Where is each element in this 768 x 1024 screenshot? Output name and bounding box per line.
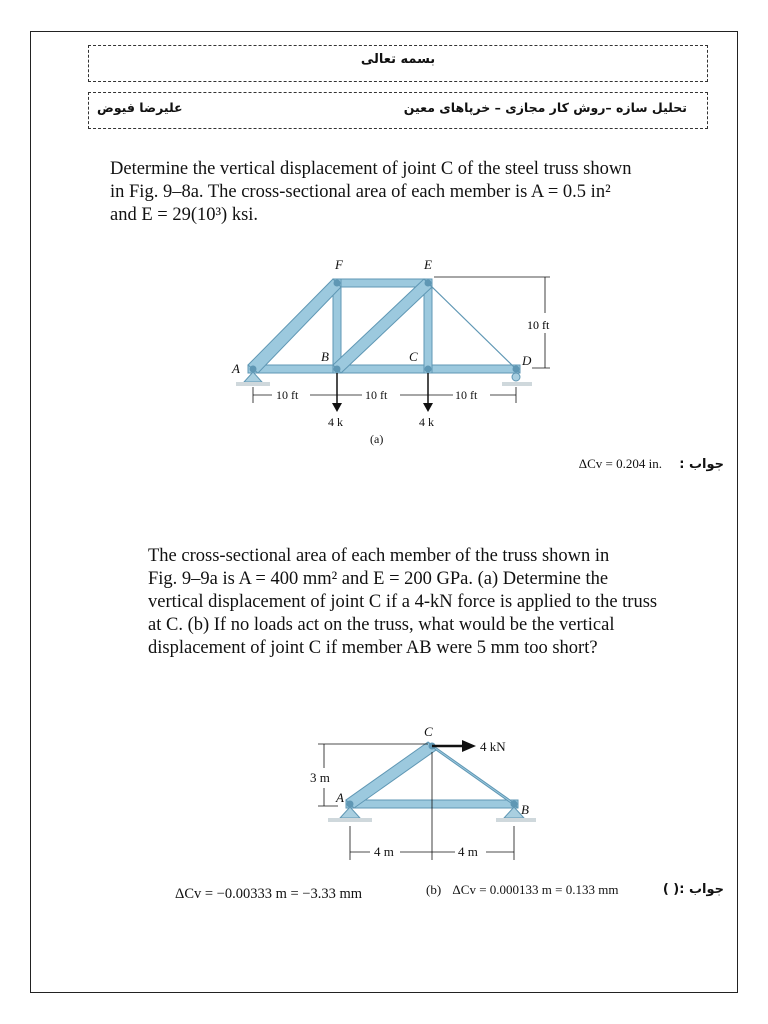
truss-figure-1: [220, 255, 560, 450]
answer-2b-value: ΔCv = 0.000133 m = 0.133 mm: [452, 882, 619, 897]
span-label: 10 ft: [365, 388, 388, 402]
answer-1-label: جواب :: [679, 457, 724, 472]
joint-label-F: F: [335, 257, 343, 272]
joint-label-A: A: [232, 361, 240, 376]
joint-label-D: D: [522, 353, 532, 368]
header-bismillah-box: [88, 45, 708, 82]
problem-2-line: Fig. 9–9a is A = 400 mm² and E = 200 GPa. (a) Determine the: [148, 569, 609, 589]
answer-2b: [426, 882, 618, 898]
pin-support-A2: [328, 807, 372, 822]
span-label-2: 4 m: [458, 844, 478, 859]
load-label: 4 k: [328, 415, 343, 429]
pin-support-A: [236, 372, 270, 386]
problem-1-line: and E = 29(10³) ksi.: [110, 205, 259, 225]
truss-figure-2: [300, 718, 560, 868]
answer-1-value: ΔCv = 0.204 in.: [578, 456, 662, 471]
problem-2-line: displacement of joint C if member AB were 5 mm too short?: [148, 638, 598, 658]
answer-1: [579, 456, 724, 472]
problem-2-statement: [148, 545, 715, 660]
force-label: 4 kN: [480, 739, 506, 754]
header-course-box: [88, 92, 708, 129]
span-label: 10 ft: [455, 388, 478, 402]
answer-2b-prefix: (b): [426, 882, 442, 897]
figure-caption: (a): [370, 432, 384, 446]
joint-label-C2: C: [424, 724, 433, 739]
roller-support-D: [502, 373, 532, 386]
pin-support-B2: [496, 807, 536, 822]
joint-label-C: C: [409, 349, 418, 364]
height-label: 10 ft: [527, 318, 550, 332]
truss-members: [248, 279, 520, 373]
joint-label-E: E: [424, 257, 432, 272]
span-label-2: 4 m: [374, 844, 394, 859]
author-name: علیرضا فیوض: [97, 100, 183, 115]
joint-label-B: B: [321, 349, 329, 364]
problem-1-statement: [110, 158, 680, 227]
joint-label-A2: A: [336, 790, 344, 805]
problem-2-line: vertical displacement of joint C if a 4-kN force is applied to the truss: [148, 592, 658, 612]
answer-2a-value: ΔCv = −0.00333 m = −3.33 mm: [175, 886, 363, 902]
load-label: 4 k: [419, 415, 434, 429]
course-title: تحلیل سازه –روش کار مجازی – خرپاهای معین: [403, 100, 687, 115]
height-label-2: 3 m: [310, 770, 330, 785]
answer-2-label: جواب :( ): [662, 882, 724, 897]
bismillah-text: بسمه تعالی: [360, 52, 436, 67]
problem-2-line: The cross-sectional area of each member of the truss shown in: [148, 546, 610, 566]
problem-1-line: in Fig. 9–8a. The cross-sectional area of each member is A = 0.5 in²: [110, 182, 611, 202]
problem-2-line: at C. (b) If no loads act on the truss, what would be the vertical: [148, 615, 615, 635]
problem-1-line: Determine the vertical displacement of joint C of the steel truss shown: [110, 159, 632, 179]
span-label: 10 ft: [276, 388, 299, 402]
joint-label-B2: B: [521, 802, 529, 817]
